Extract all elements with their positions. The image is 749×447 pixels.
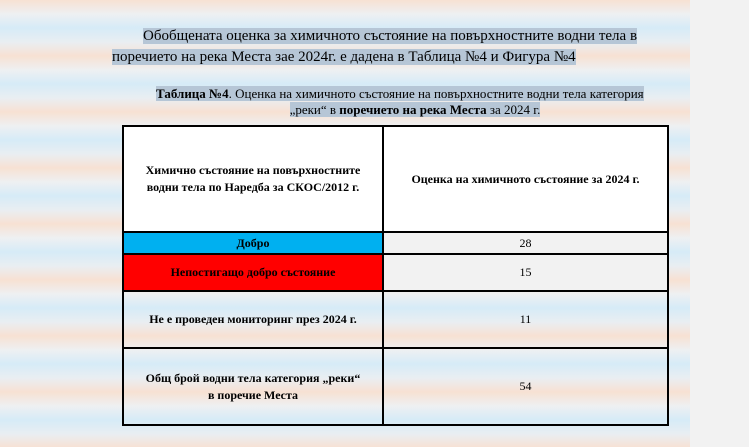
- row-label-total-line-1: Общ брой водни тела категория „реки“: [145, 370, 361, 385]
- intro-line-1: Обобщената оценка за химичното състояние на повърхностните водни тела в: [143, 28, 638, 44]
- intro-line-2: поречието на река Места зае 2024г. е дадена в Таблица №4 и Фигура №4: [112, 49, 576, 65]
- table-row: [123, 291, 668, 348]
- header-status-category: Химично състояние на повърхностните водни тела по Наредба за СКОС/2012 г.: [123, 126, 383, 232]
- table-row: [123, 254, 668, 291]
- table-row: [123, 232, 668, 254]
- table-row: [123, 348, 668, 425]
- row-label-good: Добро: [123, 232, 383, 254]
- caption-table-number: Таблица №4: [156, 86, 229, 101]
- caption-text-1: . Оценка на химичното състояние на повърхностните водни тела категория: [228, 86, 644, 101]
- row-label-no-monitoring: Не е проведен мониторинг през 2024 г.: [123, 291, 383, 348]
- row-value-total: 54: [383, 348, 668, 425]
- row-value-good: 28: [383, 232, 668, 254]
- caption-basin-name: поречието на река Места: [339, 102, 487, 117]
- row-label-total-line-2: в поречие Места: [207, 387, 299, 402]
- header-assessment-2024: Оценка на химичното състояние за 2024 г.: [383, 126, 668, 232]
- caption-text-2a: „реки“ в: [289, 102, 340, 117]
- caption-text-2c: за 2024 г.: [486, 102, 541, 117]
- table-caption: [120, 86, 710, 118]
- intro-paragraph: [112, 26, 682, 68]
- table-header-row: [123, 126, 668, 232]
- row-value-not-good: 15: [383, 254, 668, 291]
- chemical-status-table: [122, 125, 669, 426]
- row-value-no-monitoring: 11: [383, 291, 668, 348]
- row-label-total: [123, 348, 383, 425]
- page-margin: [690, 0, 749, 447]
- row-label-not-good: Непостигащо добро състояние: [123, 254, 383, 291]
